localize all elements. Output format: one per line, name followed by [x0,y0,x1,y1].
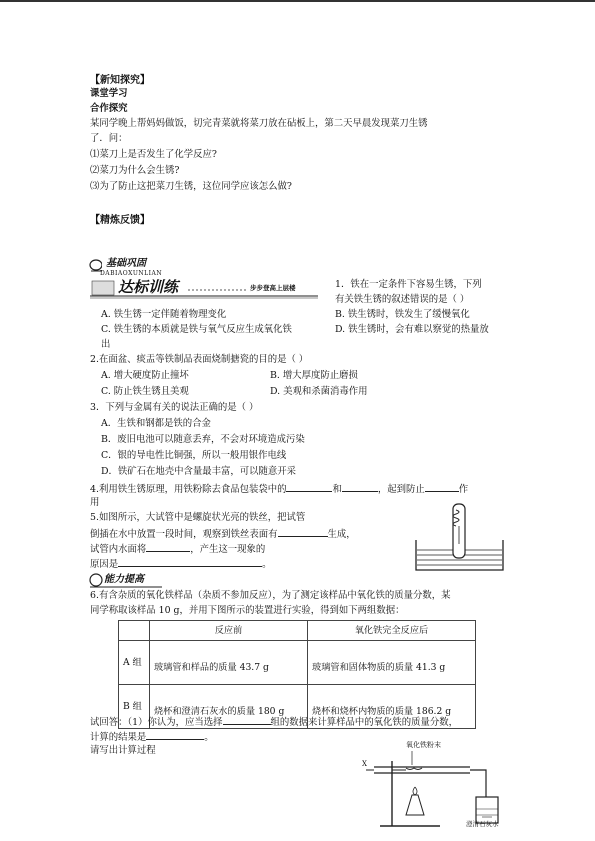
scenario-line-1: 某同学晚上帮妈妈做饭，切完青菜就将菜刀放在砧板上，第二天早晨发现菜刀生锈 [90,118,428,129]
ability-improvement-label: 能力提高 [104,574,144,585]
section-title-practice-feedback: 【精炼反馈】 [90,215,150,226]
section-title-new-knowledge: 【新知探究】 [90,75,150,86]
table-cell-b-after: 烧杯和烧杯内物质的质量 186.2 g [308,685,476,729]
data-table [118,620,476,729]
problem-4-blank-1[interactable] [286,482,332,492]
basic-training-banner [88,256,328,300]
answer-text-2a: 计算的结果是 [90,732,147,743]
answer-text-2b: 。 [204,732,214,743]
subheading-cooperative-inquiry: 合作探究 [90,103,128,114]
problem-2-option-a: A. 增大硬度防止撞坏 [101,370,189,381]
problem-4-text-4: 作 [458,484,469,495]
problem-1-stem-line-1: 1．铁在一定条件下容易生锈，下列 [335,279,482,290]
problem-1-option-d-cont: 出 [101,339,111,350]
problem-6-stem-line-2: 同学称取该样品 10 g，并用下图所示的装置进行实验，得到如下两组数据： [90,605,405,616]
problem-4-text-1: 4.利用铁生锈原理，用铁粉除去食品包装袋中的 [90,484,287,495]
table-cell-a-after: 玻璃管和固体物质的质量 41.3 g [308,641,476,685]
pinyin-label: DABIAOXUNLIAN [100,270,163,277]
basic-consolidation-label: 基础巩固 [106,258,146,269]
problem-2-option-c: C. 防止铁生锈且美观 [101,386,189,397]
reduction-apparatus-figure [362,731,512,831]
problem-3-option-b: B．废旧电池可以随意丢弃，不会对环境造成污染 [101,434,305,445]
problem-6-answer-line-2 [90,730,214,744]
answer-text-1b: 组的数据来计算样品中的氧化铁的质量分数， [270,717,459,728]
subheading-class-study: 课堂学习 [90,88,128,99]
table-row [119,641,476,685]
problem-5-line-3 [90,542,265,556]
problem-5-text-4-end: 。 [262,559,272,570]
ability-improvement-banner [88,572,168,588]
problem-1-stem-line-2: 有关铁生锈的叙述错误的是（ ） [335,294,470,305]
problem-1-option-c: C. 铁生锈的本质就是铁与氧气反应生成氧化铁 [101,324,292,335]
banner-slogan: 步步登高上层楼 [250,284,296,292]
problem-4-blank-3[interactable] [425,482,459,492]
problem-2-stem: 2.在面盆、痰盂等铁制品表面烧制搪瓷的目的是（ ） [90,354,309,365]
dabiao-training-label: 达标训练 [118,278,179,296]
problem-5-text-2a: 倒插在水中放置一段时间，观察到铁丝表面有 [90,529,278,540]
problem-4-line-2: 用 [90,497,100,508]
problem-1-option-a: A. 铁生锈一定伴随着物理变化 [101,309,227,320]
problem-5-blank-3[interactable] [118,557,262,567]
apparatus-label-limewater: 澄清石灰水 [466,820,499,828]
table-header-before: 反应前 [150,621,308,641]
problem-3-option-d: D．铁矿石在地壳中含量最丰富，可以随意开采 [101,466,297,477]
problem-5-text-2b: 生成， [327,529,356,540]
table-header-after: 氧化铁完全反应后 [308,621,476,641]
problem-3-stem: 3．下列与金属有关的说法正确的是（ ） [90,402,259,413]
problem-5-line-4 [90,557,272,571]
problem-4-blank-2[interactable] [342,482,378,492]
apparatus-label-iron-oxide: 氧化铁粉末 [406,741,441,749]
page-top-rule [0,0,595,2]
inquiry-question-3: ⑶为了防止这把菜刀生锈，这位同学应该怎么做? [90,181,292,192]
inquiry-question-2: ⑵菜刀为什么会生锈? [90,165,180,176]
problem-1-option-d: D. 铁生锈时，会有难以察觉的热量放 [335,324,489,335]
table-row-label-a: A 组 [119,641,150,685]
inverted-test-tube-figure [413,500,508,574]
problem-3-option-a: A．生铁和钢都是铁的合金 [101,418,211,429]
apparatus-label-x: X [362,760,367,768]
scenario-line-2: 了．问： [90,133,128,144]
inquiry-question-1: ⑴菜刀上是否发生了化学反应? [90,149,217,160]
problem-3-option-c: C．银的导电性比铜强，所以一般用银作电线 [101,450,287,461]
problem-5-blank-1[interactable] [278,527,328,537]
problem-1-option-b: B. 铁生锈时，铁发生了缓慢氧化 [335,309,470,320]
table-cell-b-before: 烧杯和澄清石灰水的质量 180 g [150,685,308,729]
problem-5-text-4: 原因是 [90,559,119,570]
problem-2-option-b: B. 增大厚度防止磨损 [270,370,358,381]
problem-5-text-3b: ，产生这一现象的 [190,544,266,555]
answer-blank-result[interactable] [146,730,204,740]
problem-5-line-1: 5.如图所示，大试管中是螺旋状光亮的铁丝，把试管 [90,512,306,523]
problem-2-option-d: D. 美观和杀菌消毒作用 [270,386,368,397]
problem-5-line-2 [90,527,356,541]
table-corner-cell [119,621,150,641]
table-header-row [119,621,476,641]
problem-5-blank-2[interactable] [146,542,190,552]
answer-text-1a: 试回答：（1）你认为，应当选择 [90,717,223,728]
table-row-label-b: B 组 [119,685,150,729]
problem-4-text-2: 和 [332,484,342,495]
problem-5-text-3a: 试管内水面将 [90,544,147,555]
problem-6-answer-line-3: 请写出计算过程 [90,745,156,756]
table-cell-a-before: 玻璃管和样品的质量 43.7 g [150,641,308,685]
problem-6-stem-line-1: 6.有含杂质的氧化铁样品（杂质不参加反应），为了测定该样品中氧化铁的质量分数，某 [90,590,451,601]
problem-4-line-1 [90,482,468,496]
problem-4-text-3: ，起到防止 [377,484,425,495]
answer-blank-group[interactable] [223,715,271,725]
problem-6-answer-line-1 [90,715,458,729]
